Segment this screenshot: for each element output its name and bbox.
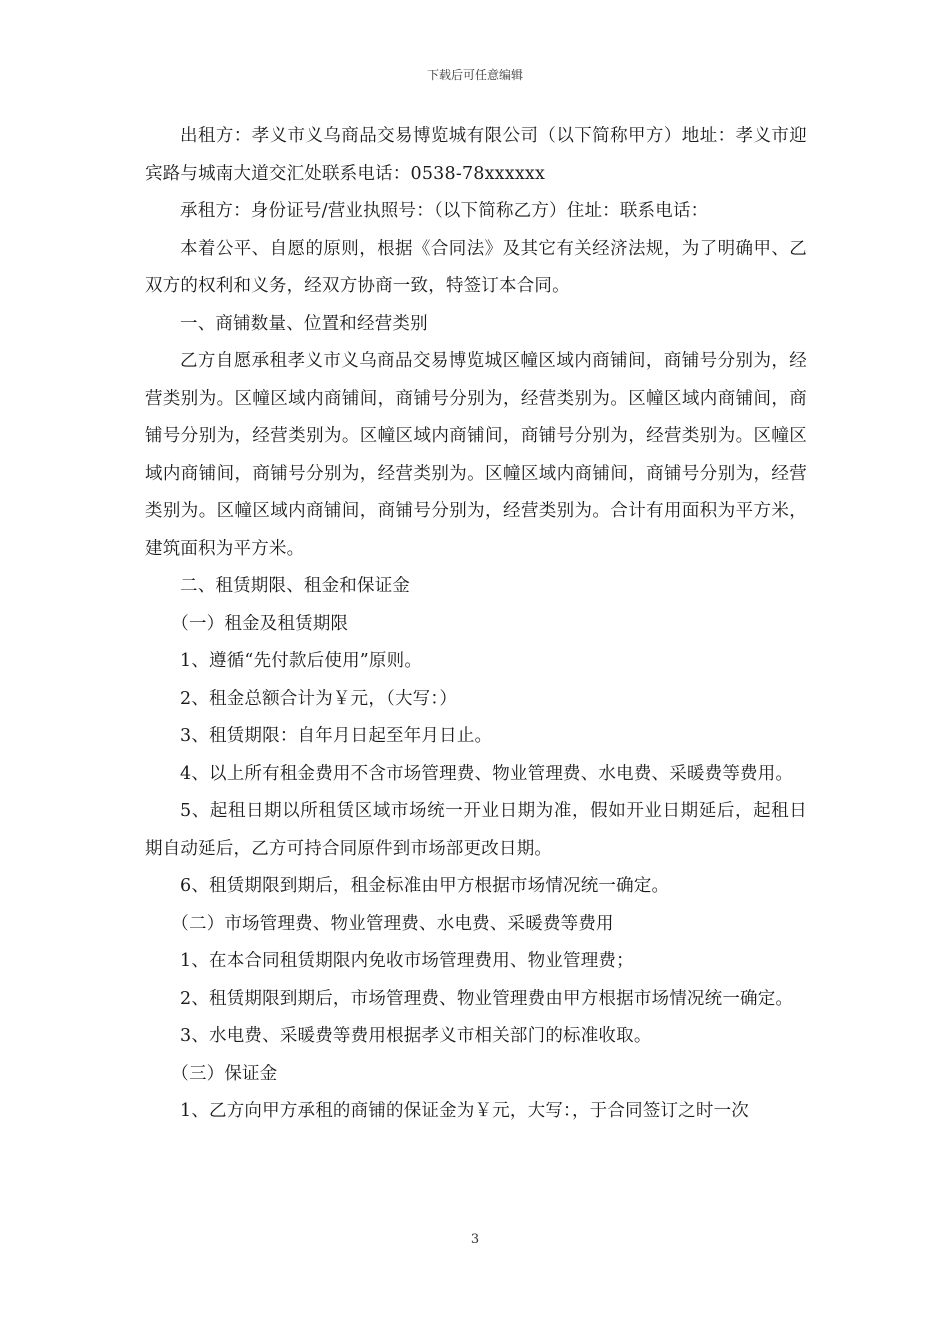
- subsection-heading-2: （二）市场管理费、物业管理费、水电费、采暖费等费用: [171, 913, 614, 934]
- subsection-heading-1: （一）租金及租赁期限: [171, 613, 349, 634]
- section-heading-2: 二、租赁期限、租金和保证金: [180, 576, 411, 596]
- clause-2-1-1: 1、遵循“先付款后使用”原则。: [180, 651, 423, 671]
- clause-2-2-3: 3、水电费、采暖费等费用根据孝义市相关部门的标准收取。: [180, 1026, 652, 1046]
- paragraph-shops: 乙方自愿承租孝义市义乌商品交易博览城区幢区域内商铺间，商铺号分别为，经营类别为。区幢区域内商铺间，商铺号分别为，经营类别为。区幢区域内商铺间，商铺号分别为，经营类别为。区幢区域内商铺间，商铺号分别为，经营类别为。区幢区域内商铺间，商铺号分别为，经营类别为。区幢区域内商铺间，商铺号分别为，经营类别为。区幢区域内商铺间，商铺号分别为，经营类别为。合计有用面积为平方米，建筑面积为平方米。: [145, 351, 807, 559]
- clause-2-1-4: 4、以上所有租金费用不含市场管理费、物业管理费、水电费、采暖费等费用。: [180, 763, 794, 784]
- clause-2-2-1: 1、在本合同租赁期限内免收市场管理费用、物业管理费；: [180, 951, 634, 971]
- document-body: [145, 118, 807, 1131]
- clause-2-1-2: 2、租金总额合计为￥元，（大写：）: [180, 688, 458, 709]
- paragraph-lessor: 出租方：孝义市义乌商品交易博览城有限公司（以下简称甲方）地址：孝义市迎宾路与城南大道交汇处联系电话：0538-78xxxxxx: [145, 126, 807, 184]
- clause-2-2-2: 2、租赁期限到期后，市场管理费、物业管理费由甲方根据市场情况统一确定。: [180, 988, 794, 1009]
- clause-2-1-6: 6、租赁期限到期后，租金标准由甲方根据市场情况统一确定。: [180, 876, 670, 896]
- page-number: 3: [470, 1232, 480, 1247]
- section-heading-1: 一、商铺数量、位置和经营类别: [180, 313, 428, 334]
- page-header: 下载后可任意编辑: [426, 68, 523, 82]
- paragraph-preamble: 本着公平、自愿的原则，根据《合同法》及其它有关经济法规，为了明确甲、乙双方的权利和义务，经双方协商一致，特签订本合同。: [145, 238, 807, 296]
- subsection-heading-3: （三）保证金: [171, 1063, 278, 1084]
- paragraph-lessee: 承租方：身份证号/营业执照号：（以下简称乙方）住址：联系电话：: [180, 201, 709, 221]
- clause-2-1-3: 3、租赁期限：自年月日起至年月日止。: [180, 726, 493, 746]
- clause-2-3-1: 1、乙方向甲方承租的商铺的保证金为￥元，大写：，于合同签订之时一次: [180, 1101, 749, 1121]
- clause-2-1-5: 5、起租日期以所租赁区域市场统一开业日期为准，假如开业日期延后，起租日期自动延后，乙方可持合同原件到市场部更改日期。: [145, 801, 807, 859]
